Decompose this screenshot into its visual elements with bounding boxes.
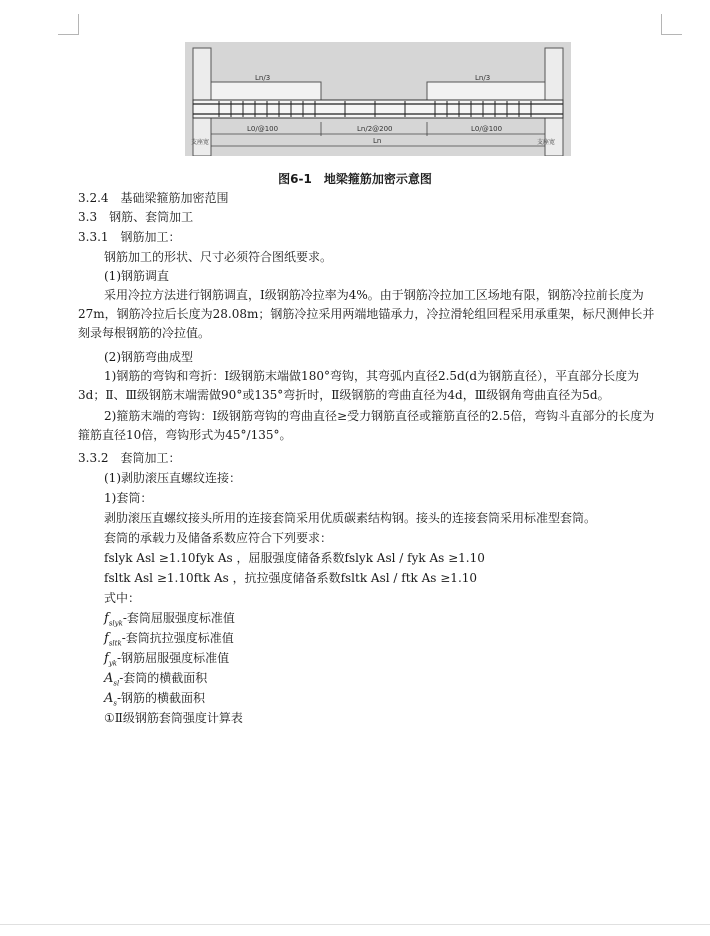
- diagram-drawing: [185, 42, 571, 156]
- definition-text: -钢筋屈服强度标准值: [117, 651, 230, 665]
- heading-3-3: 3.3 钢筋、套筒加工: [78, 210, 194, 224]
- label-support-right: 支座宽: [537, 139, 556, 146]
- heading-3-3-1: 3.3.1 钢筋加工：: [78, 230, 181, 244]
- symbol-fyk: $f_{yk}$: [104, 651, 118, 668]
- figure-caption: [0, 170, 710, 187]
- definition-text: -套筒抗拉强度标准值: [121, 631, 234, 645]
- heading-3-2-4: 3.2.4 基础梁箍筋加密范围: [78, 191, 229, 205]
- symbol-fsltk: $f_{sltk}$: [104, 631, 122, 648]
- definition-fslyk: [104, 610, 235, 632]
- label-span: Ln: [373, 137, 382, 145]
- corner-mark-top-right: [661, 14, 682, 35]
- label-top-left: Ln/3: [255, 74, 271, 82]
- page-bottom-divider: [0, 924, 710, 925]
- label-bottom-mid: Ln/2@200: [357, 125, 393, 133]
- definition-asl: [104, 670, 207, 692]
- caption-number: 图6-1: [278, 172, 312, 186]
- heading-sleeve: 1)套筒：: [104, 491, 153, 505]
- symbol-as: $A_s$: [104, 691, 117, 708]
- symbol-asl: $A_{sl}$: [104, 671, 120, 688]
- definition-fsltk: [104, 630, 234, 652]
- heading-thread: (1)剥肋滚压直螺纹连接：: [104, 471, 241, 485]
- label-bottom-right: L0/@100: [471, 125, 503, 133]
- symbol-fslyk: $f_{slyk}$: [104, 611, 123, 628]
- formula-tensile: fsltk Asl ≥1.10ftk As ，抗拉强度储备系数fsltk Asl / ftk As ≥1.10: [104, 571, 478, 585]
- heading-straighten: (1)钢筋调直: [104, 269, 169, 283]
- definition-text: -套筒的横截面积: [119, 671, 208, 685]
- definition-text: -钢筋的横截面积: [116, 691, 206, 705]
- para-straighten: 采用冷拉方法进行钢筋调直，Ⅰ级钢筋冷拉率为4%。由于钢筋冷拉加工区场地有限，钢筋冷拉前长度为27m，钢筋冷拉后长度为28.08m；钢筋冷拉采用两端地锚承力，冷拉滑轮组回程采用承重架，标尺测伸长并刻录每根钢筋的冷拉值。: [78, 288, 655, 340]
- label-support-left: 支座宽: [191, 139, 210, 146]
- definition-fyk: [104, 650, 229, 672]
- where-label: 式中：: [104, 591, 141, 605]
- heading-3-3-2: 3.3.2 套筒加工：: [78, 451, 181, 465]
- para-bend-2: 2)箍筋末端的弯钩：Ⅰ级钢筋弯钩的弯曲直径≥受力钢筋直径或箍筋直径的2.5倍，弯钩斗直部分的长度为箍筋直径10倍，弯钩形式为45°/135°。: [78, 409, 655, 442]
- beam-stirrup-diagram: [185, 42, 571, 156]
- definition-text: -套筒屈服强度标准值: [122, 611, 235, 625]
- definition-as: [104, 690, 205, 712]
- caption-title: 地梁箍筋加密示意图: [323, 172, 432, 186]
- para-sleeve: 剥肋滚压直螺纹接头所用的连接套筒采用优质碳素结构钢。接头的连接套筒采用标准型套筒。: [104, 511, 597, 525]
- label-bottom-left: L0/@100: [247, 125, 279, 133]
- para-bend-1: 1)钢筋的弯钩和弯折：Ⅰ级钢筋末端做180°弯钩，其弯弧内直径2.5d(d为钢筋直径），平直部分长度为3d；Ⅱ、Ⅲ级钢筋末端需做90°或135°弯折时，Ⅱ级钢筋的弯曲直径为4d，Ⅲ级钢角弯曲直径为5d。: [78, 369, 640, 402]
- para-shape: 钢筋加工的形状、尺寸必须符合图纸要求。: [104, 250, 333, 264]
- heading-bend: (2)钢筋弯曲成型: [104, 350, 193, 364]
- table-note: ①Ⅱ级钢筋套筒强度计算表: [104, 711, 243, 725]
- corner-mark-top-left: [58, 14, 79, 35]
- para-capacity: 套筒的承载力及储备系数应符合下列要求：: [104, 531, 333, 545]
- formula-yield: fslyk Asl ≥1.10fyk As ，屈服强度储备系数fslyk Asl / fyk As ≥1.10: [104, 551, 485, 565]
- label-top-right: Ln/3: [475, 74, 491, 82]
